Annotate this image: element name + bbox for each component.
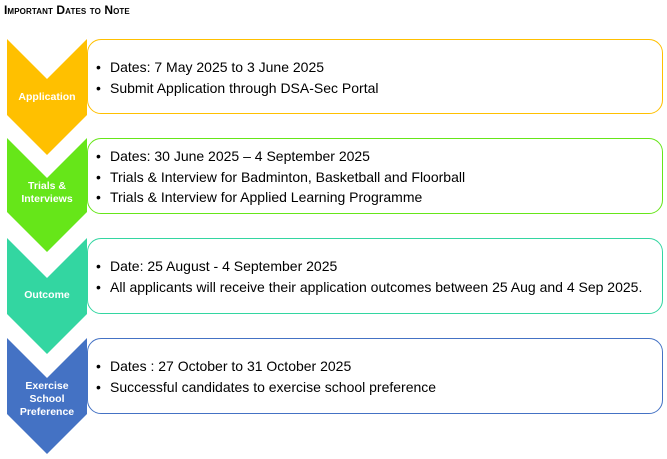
stage-bullet-item: • Dates : 27 October to 31 October 2025 [96, 356, 662, 377]
stage-bullet-list [96, 256, 662, 297]
stage-label: Application [18, 91, 76, 103]
stage-bullet-item: • Submit Application through DSA-Sec Portal [96, 78, 662, 99]
stage-bullet-item: • Trials & Interview for Applied Learning Programme [96, 187, 662, 208]
stage-details-box [87, 238, 663, 314]
page-title: Important Dates to Note [4, 3, 130, 17]
stage-label: Trials & Interviews [21, 180, 73, 205]
stage-bullet-list [96, 356, 662, 397]
stage-bullet-item: • Dates: 7 May 2025 to 3 June 2025 [96, 57, 662, 78]
stage-bullet-item: • Successful candidates to exercise school preference [96, 377, 662, 398]
stage-bullet-item: • All applicants will receive their application outcomes between 25 Aug and 4 Sep 2025. [96, 277, 662, 298]
stage-details-box [87, 39, 663, 114]
stage-bullet-list [96, 57, 662, 98]
stage-label: Exercise School Preference [19, 380, 75, 418]
stage-bullet-item: • Dates: 30 June 2025 – 4 September 2025 [96, 146, 662, 167]
stage-details-box [87, 138, 663, 214]
stage-bullet-item: • Trials & Interview for Badminton, Basketball and Floorball [96, 167, 662, 188]
stage-bullet-list [96, 146, 662, 208]
stage-bullet-item: • Date: 25 August - 4 September 2025 [96, 256, 662, 277]
stage-details-box [87, 338, 663, 414]
stage-label: Outcome [24, 289, 70, 301]
